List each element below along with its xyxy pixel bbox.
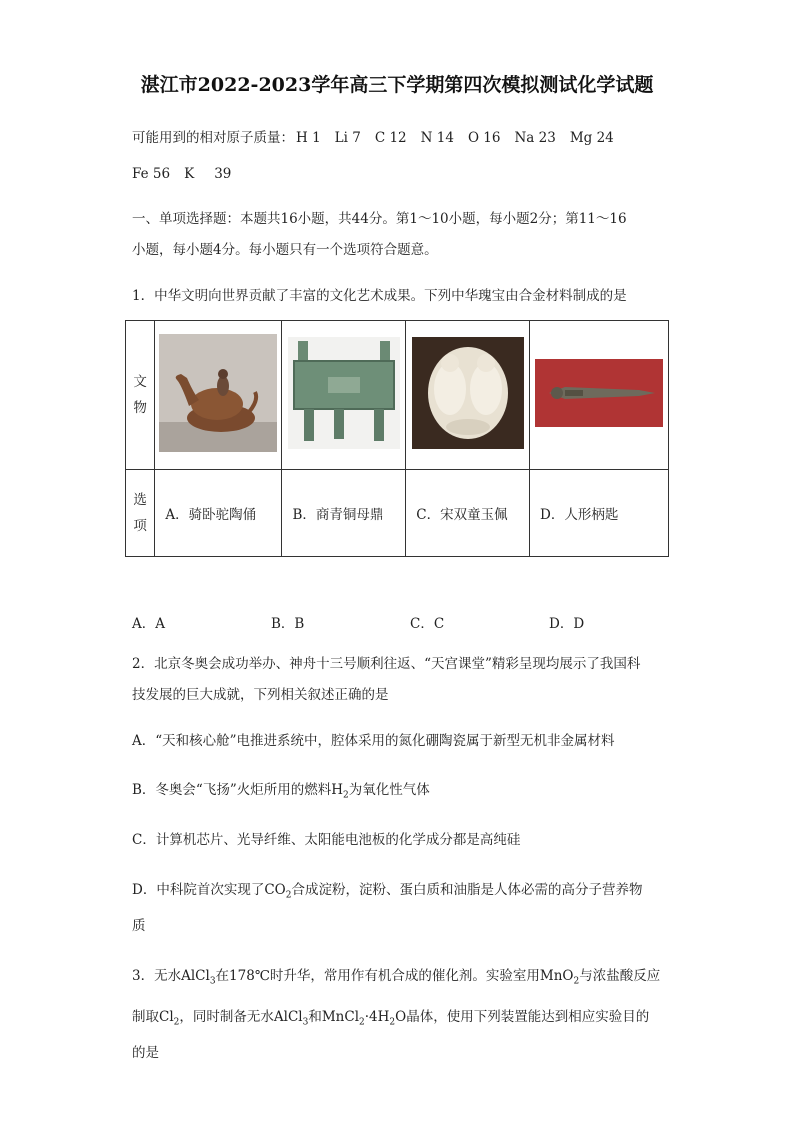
atomic-mass: 39: [214, 166, 232, 182]
atomic-mass: Fe 56: [132, 166, 171, 182]
q2-option-a[interactable]: A．“天和核心舱”电推进系统中，腔体采用的氮化硼陶瓷属于新型无机非金属材料: [132, 733, 615, 749]
row-header-artifact: 文 物: [126, 321, 155, 470]
atomic-mass: O 16: [467, 130, 501, 146]
atomic-mass-label: 可能用到的相对原子质量：: [132, 130, 294, 146]
q2-option-b[interactable]: B．冬奥会“飞扬”火炬所用的燃料$H_2$为氧化性气体: [132, 782, 430, 801]
bronze-ding-image-cell: [282, 321, 406, 470]
atomic-mass: K: [184, 166, 195, 182]
q1-item-c: C．宋双童玉佩: [406, 470, 530, 557]
atomic-mass: C 12: [374, 130, 407, 146]
q1-stem: 1．中华文明向世界贡献了丰富的文化艺术成果。下列中华瑰宝由合金材料制成的是: [132, 288, 627, 304]
atomic-mass: Mg 24: [569, 130, 614, 146]
q2-option-c[interactable]: C．计算机芯片、光导纤维、太阳能电池板的化学成分都是高纯硅: [132, 832, 521, 848]
section-instructions-2: 小题，每小题4分。每小题只有一个选项符合题意。: [132, 242, 438, 258]
jade-pendant-image-cell: [406, 321, 530, 470]
q2-stem-1: 2．北京冬奥会成功举办、神舟十三号顺利往返、“天宫课堂”精彩呈现均展示了我国科: [132, 656, 641, 672]
atomic-mass-line-1: [132, 128, 628, 148]
q1-table: [125, 320, 669, 557]
jade-pendant-image: [412, 337, 524, 449]
q2-stem-2: 技发展的巨大成就，下列相关叙述正确的是: [132, 687, 389, 703]
row-header-option: 选 项: [126, 470, 155, 557]
page-title: 湛江市2022-2023学年高三下学期第四次模拟测试化学试题: [140, 74, 654, 96]
q3-stem-2: 制取$Cl_2$，同时制备无水AlCl$_3$和$MnCl_2\cdot 4H_2O$晶体，使用下列装置能达到相应实验目的: [132, 1009, 650, 1028]
q3-stem-1: 3．无水AlCl$_3$在178℃时升华，常用作有机合成的催化剂。实验室用MnO$_2$与浓盐酸反应: [132, 968, 661, 987]
q1-item-d: D．人形柄匙: [530, 470, 669, 557]
atomic-mass: N 14: [420, 130, 454, 146]
camel-image-cell: [155, 321, 282, 470]
atomic-mass-line-2: [132, 164, 245, 184]
q2-option-d-cont: 质: [132, 918, 146, 934]
atomic-mass: Na 23: [514, 130, 556, 146]
spoon-image-cell: [530, 321, 669, 470]
bronze-ding-image: [288, 337, 400, 449]
q1-item-a: A．骑卧驼陶俑: [155, 470, 282, 557]
atomic-mass: H 1: [296, 130, 321, 146]
human-handle-spoon-image: [535, 359, 663, 427]
q1-item-b: B．商青铜母鼎: [282, 470, 406, 557]
atomic-mass: Li 7: [334, 130, 361, 146]
q1-answer-d[interactable]: D．D: [549, 616, 585, 632]
q2-option-d[interactable]: D．中科院首次实现了$CO_2$合成淀粉，淀粉、蛋白质和油脂是人体必需的高分子营养物: [132, 882, 643, 901]
camel-figurine-image: [159, 334, 277, 452]
section-instructions-1: 一、单项选择题：本题共16小题，共44分。第1～10小题，每小题2分；第11～16: [132, 211, 627, 227]
q1-answer-b[interactable]: B．B: [271, 616, 305, 632]
q1-answer-a[interactable]: A．A: [132, 616, 165, 632]
q1-answer-c[interactable]: C．C: [410, 616, 445, 632]
q3-stem-3: 的是: [132, 1045, 159, 1061]
